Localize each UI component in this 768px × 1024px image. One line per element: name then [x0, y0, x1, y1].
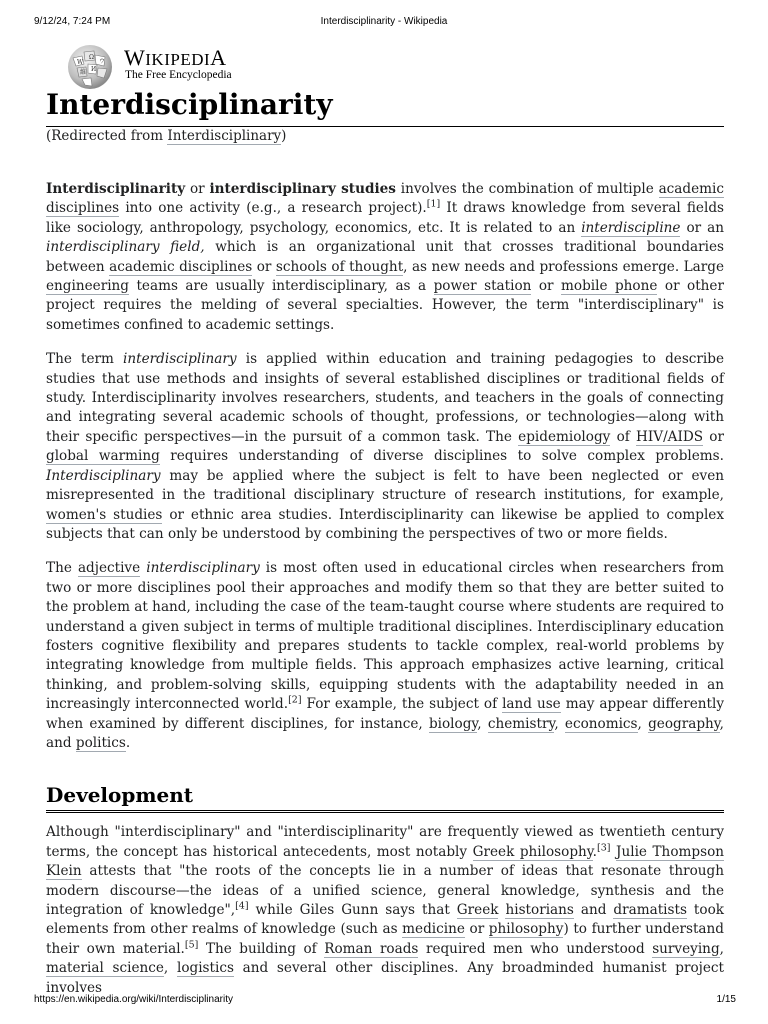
paragraph-adjective: The adjective interdisciplinary is most often used in educational circles when researchers from two or more disciplines pool their approaches and modify them so that they are better suited to the problem at hand, including the case of the team-taught course where students are required to understand a given subject in terms of multiple traditional disciplines. Interdisciplinary education fosters cognitive flexibility and prepares students to tackle complex, real-world problems by integrating knowledge from multiple fields. This approach emphasizes active learning, critical thinking, and problem-solving skills, equipping students with the adaptability needed in an increasingly interconnected world.[2] For example, the subject of land use may appear differently when examined by different disciplines, for instance, biology, chemistry, economics, geography, and politics.: [46, 560, 724, 751]
link-hiv-aids[interactable]: HIV/AIDS: [636, 428, 704, 445]
citation-ref[interactable]: [5]: [184, 939, 199, 951]
link-schools-of-thought[interactable]: schools of thought: [275, 258, 404, 275]
article-body: [46, 180, 724, 1013]
svg-text:Ω: Ω: [89, 54, 94, 61]
link-biology[interactable]: biology: [428, 715, 478, 732]
redirect-link[interactable]: Interdisciplinary: [167, 128, 282, 144]
link-chemistry[interactable]: chemistry: [487, 715, 555, 732]
svg-text:ウ: ウ: [99, 58, 106, 65]
print-page-title: Interdisciplinarity - Wikipedia: [320, 16, 448, 27]
link-greek-philosophy[interactable]: Greek philosophy: [472, 843, 593, 860]
link-economics[interactable]: economics: [564, 715, 638, 732]
paragraph-development: Although "interdisciplinary" and "interdisciplinarity" are frequently viewed as twentieth century terms, the concept has historical antecedents, most notably Greek philosophy.[3] Julie Thompson Klein attests that "the roots of the concepts lie in a number of ideas that resonate through modern discourse—the ideas of a unified science, general knowledge, synthesis and the integration of knowledge",[4] while Giles Gunn says that Greek historians and dramatists took elements from other realms of knowledge (such as medicine or philosophy) to further understand their own material.[5] The building of Roman roads required men who understood surveying, material science, logistics and several other disciplines. Any broadminded humanist project involves: [46, 824, 725, 996]
link-surveying[interactable]: surveying: [652, 940, 720, 957]
print-datetime: 9/12/24, 7:24 PM: [34, 16, 111, 27]
citation-ref[interactable]: [4]: [235, 900, 249, 912]
wikipedia-logo[interactable]: [64, 40, 264, 90]
page-title: Interdisciplinarity: [46, 86, 724, 127]
link-geography[interactable]: geography: [648, 715, 720, 732]
link-logistics[interactable]: logistics: [176, 960, 234, 977]
link-land-use[interactable]: land use: [502, 696, 561, 713]
link-roman-roads[interactable]: Roman roads: [324, 940, 419, 957]
svg-text:W: W: [77, 59, 84, 66]
link-julie-thompson-klein[interactable]: Julie Thompson Klein: [46, 843, 725, 880]
wikipedia-wordmark: WIKIPEDIA: [124, 45, 227, 70]
print-footer: [0, 994, 768, 1008]
paragraph-intro: Interdisciplinarity or interdisciplinary studies involves the combination of multiple academic disciplines into one activity (e.g., a research project).[1] It draws knowledge from several fields like sociology, anthropology, psychology, economics, etc. It is related to an interdiscipline or an interdisciplinary field, which is an organizational unit that crosses traditional boundaries between academic disciplines or schools of thought, as new needs and professions emerge. Large engineering teams are usually interdisciplinary, as a power station or mobile phone or other project requires the melding of several specialties. However, the term "interdisciplinary" is sometimes confined to academic settings.: [46, 181, 725, 333]
link-greek[interactable]: Greek: [456, 902, 499, 918]
citation-ref[interactable]: [1]: [426, 198, 441, 210]
redirect-notice: (Redirected from Interdisciplinary): [46, 128, 287, 144]
link-interdiscipline[interactable]: interdiscipline: [581, 219, 681, 236]
link-epidemiology[interactable]: epidemiology: [518, 428, 611, 445]
link-medicine[interactable]: medicine: [402, 921, 465, 938]
link-politics[interactable]: politics: [75, 734, 126, 751]
print-url: https://en.wikipedia.org/wiki/Interdisciplinarity: [34, 994, 233, 1005]
link-engineering[interactable]: engineering: [46, 278, 129, 295]
link-adjective[interactable]: adjective: [77, 560, 141, 577]
print-header: [0, 16, 768, 30]
wikipedia-globe-icon: [64, 42, 116, 90]
citation-ref[interactable]: [2]: [288, 694, 302, 706]
link-power-station[interactable]: power station: [433, 278, 532, 295]
wikipedia-tagline: The Free Encyclopedia: [125, 69, 232, 81]
svg-text:維: 維: [80, 69, 87, 76]
link-academic-disciplines-2[interactable]: academic disciplines: [109, 258, 253, 275]
paragraph-term: The term interdisciplinary is applied within education and training pedagogies to describe studies that use methods and insights of several established disciplines or traditional fields of study. Interdisciplinarity involves researchers, students, and teachers in the goals of connecting and integrating several academic schools of thought, professions, or technologies—along with their specific perspectives—in the pursuit of a common task. The epidemiology of HIV/AIDS or global warming requires understanding of diverse disciplines to solve complex problems. Interdisciplinary may be applied where the subject is felt to have been neglected or even misrepresented in the traditional disciplinary structure of research institutions, for example, women's studies or ethnic area studies. Interdisciplinarity can likewise be applied to complex subjects that can only be understood by combining the perspectives of two or more fields.: [46, 351, 725, 542]
link-historians[interactable]: historians: [505, 902, 574, 918]
section-heading-development: Development: [46, 781, 724, 813]
print-page-number: 1/15: [716, 994, 736, 1005]
link-dramatists[interactable]: dramatists: [613, 902, 687, 918]
link-material-science[interactable]: material science: [46, 960, 164, 977]
link-philosophy[interactable]: philosophy: [488, 921, 564, 938]
link-mobile-phone[interactable]: mobile phone: [561, 278, 658, 295]
svg-text:И: И: [91, 66, 97, 73]
link-global-warming[interactable]: global warming: [46, 448, 160, 465]
link-academic-disciplines[interactable]: academic disciplines: [46, 181, 724, 217]
link-womens-studies[interactable]: women's studies: [46, 506, 163, 523]
citation-ref[interactable]: [3]: [597, 842, 611, 854]
